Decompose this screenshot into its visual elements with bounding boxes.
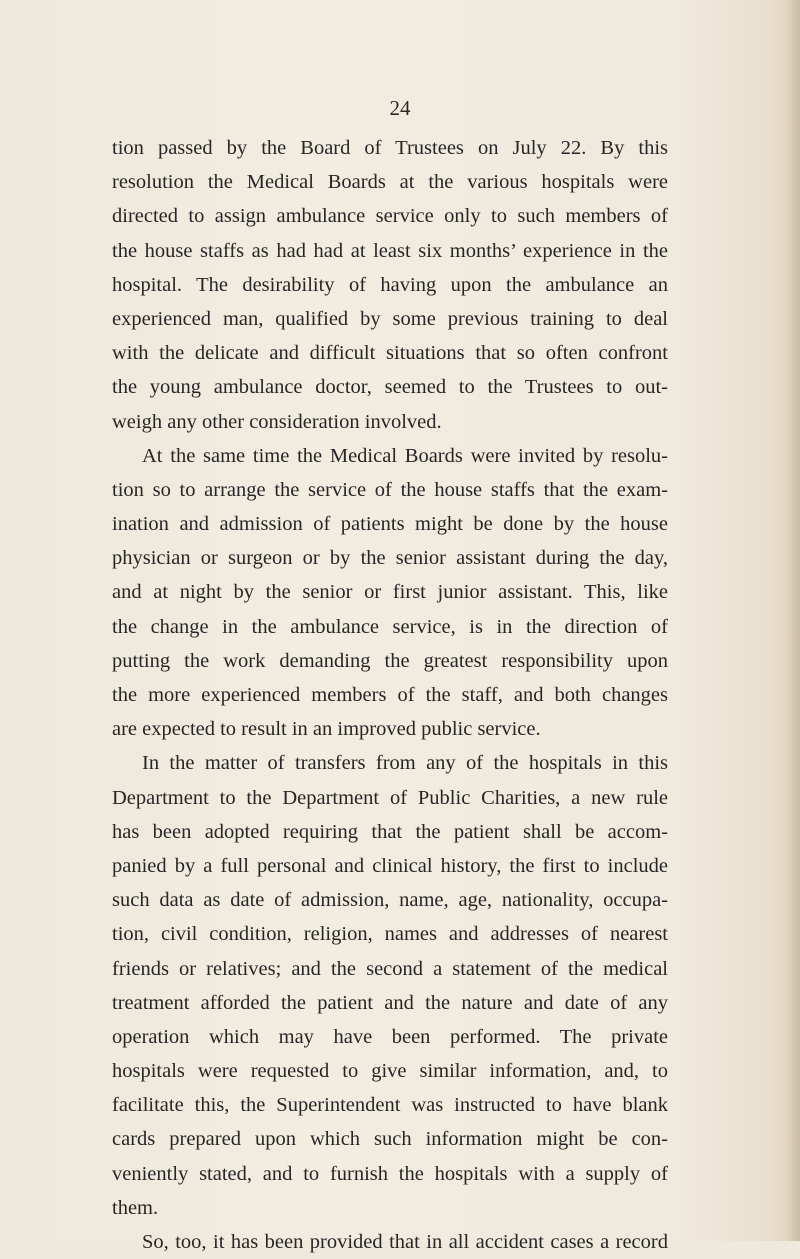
text-line: and at night by the senior or first junior assistant. This, like	[112, 581, 668, 604]
text-line: them.	[112, 1196, 159, 1219]
text-line: So, too, it has been provided that in all accident cases a record	[142, 1231, 668, 1253]
text-line: tion passed by the Board of Trustees on July 22. By this	[112, 137, 668, 159]
text-line: hospitals were requested to give similar information, and, to	[112, 1060, 668, 1083]
text-line: operation which may have been performed. The private	[112, 1025, 668, 1048]
text-line: hospital. The desirability of having upon the ambulance an	[112, 273, 668, 296]
text-line: weigh any other consideration involved.	[112, 410, 442, 433]
text-line: friends or relatives; and the second a statement of the medical	[112, 957, 668, 980]
text-line: experienced man, qualified by some previous training to deal	[112, 307, 668, 330]
page-edge-shadow	[786, 0, 800, 1241]
page-number: 24	[389, 96, 411, 120]
text-line: At the same time the Medical Boards were invited by resolu-	[142, 444, 668, 467]
text-line: Department to the Department of Public Charities, a new rule	[112, 786, 668, 809]
text-line: In the matter of transfers from any of the hospitals in this	[142, 752, 668, 775]
text-line: ination and admission of patients might be done by the house	[112, 513, 668, 536]
text-line: tion, civil condition, religion, names and addresses of nearest	[112, 923, 668, 946]
text-line: are expected to result in an improved public service.	[112, 718, 541, 741]
text-line: treatment afforded the patient and the nature and date of any	[112, 991, 668, 1014]
text-line: has been adopted requiring that the patient shall be accom-	[112, 820, 668, 843]
text-line: putting the work demanding the greatest responsibility upon	[112, 649, 668, 672]
text-line: the change in the ambulance service, is in the direction of	[112, 615, 668, 638]
text-line: directed to assign ambulance service only to such members of	[112, 205, 668, 228]
text-line: veniently stated, and to furnish the hospitals with a supply of	[112, 1162, 668, 1185]
text-line: resolution the Medical Boards at the various hospitals were	[112, 171, 668, 194]
text-line: the young ambulance doctor, seemed to the Trustees to out-	[112, 376, 668, 399]
text-line: tion so to arrange the service of the house staffs that the exam-	[112, 478, 668, 501]
body-text	[112, 131, 668, 1259]
text-line: physician or surgeon or by the senior assistant during the day,	[112, 547, 668, 570]
text-line: the house staffs as had had at least six months’ experience in the	[112, 239, 668, 262]
text-line: such data as date of admission, name, age, nationality, occupa-	[112, 889, 668, 912]
text-line: panied by a full personal and clinical history, the first to include	[112, 854, 668, 877]
text-line: the more experienced members of the staff, and both changes	[112, 684, 668, 706]
text-line: with the delicate and difficult situations that so often confront	[112, 342, 668, 365]
text-line: facilitate this, the Superintendent was instructed to have blank	[112, 1094, 668, 1117]
text-line: cards prepared upon which such information might be con-	[112, 1128, 668, 1151]
